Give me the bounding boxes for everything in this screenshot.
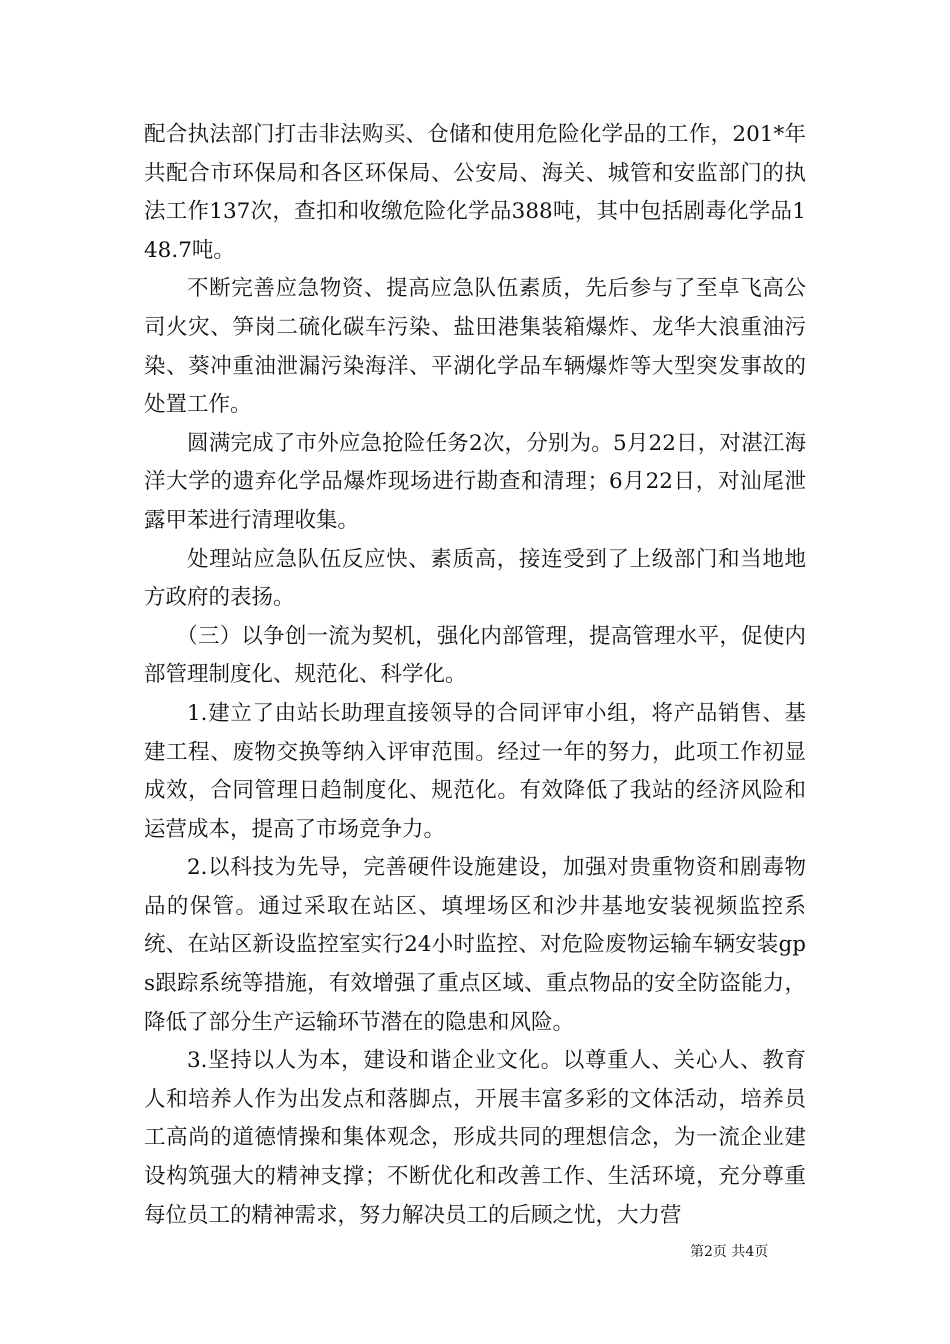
paragraph-continuation: 配合执法部门打击非法购买、仓储和使用危险化学品的工作，201*年共配合市环保局和各区环保局、公安局、海关、城管和安监部门的执法工作137次，查扣和收缴危险化学品388吨，其中包括剧毒化学品148.7吨。: [144, 122, 806, 263]
page-number-footer: 第2页 共4页: [690, 1244, 769, 1260]
document-body: [144, 116, 806, 1235]
paragraph-item-3: 3.坚持以人为本，建设和谐企业文化。以尊重人、关心人、教育人和培养人作为出发点和落脚点，开展丰富多彩的文体活动，培养员工高尚的道德情操和集体观念，形成共同的理想信念，为一流企业建设构筑强大的精神支撑；不断优化和改善工作、生活环境，充分尊重每位员工的精神需求，努力解决员工的后顾之忧，大力营: [144, 1048, 806, 1228]
paragraph-item-1: 1.建立了由站长助理直接领导的合同评审小组，将产品销售、基建工程、废物交换等纳入评审范围。经过一年的努力，此项工作初显成效，合同管理日趋制度化、规范化。有效降低了我站的经济风险和运营成本，提高了市场竞争力。: [144, 700, 806, 842]
paragraph-emergency-supplies: 不断完善应急物资、提高应急队伍素质，先后参与了至卓飞高公司火灾、笋岗二硫化碳车污染、盐田港集装箱爆炸、龙华大浪重油污染、葵冲重油泄漏污染海洋、平湖化学品车辆爆炸等大型突发事故的处置工作。: [144, 276, 806, 418]
paragraph-item-2: 2.以科技为先导，完善硬件设施建设，加强对贵重物资和剧毒物品的保管。通过采取在站区、填埋场区和沙井基地安装视频监控系统、在站区新设监控室实行24小时监控、对危险废物运输车辆安装gps跟踪系统等措施，有效增强了重点区域、重点物品的安全防盗能力，降低了部分生产运输环节潜在的隐患和风险。: [144, 855, 806, 1035]
paragraph-team-praise: 处理站应急队伍反应快、素质高，接连受到了上级部门和当地地方政府的表扬。: [144, 546, 806, 611]
paragraph-external-rescue: 圆满完成了市外应急抢险任务2次，分别为。5月22日，对湛江海洋大学的遗弃化学品爆炸现场进行勘查和清理；6月22日，对汕尾泄露甲苯进行清理收集。: [144, 430, 806, 533]
section-heading-three: （三）以争创一流为契机，强化内部管理，提高管理水平，促使内部管理制度化、规范化、科学化。: [144, 623, 806, 688]
